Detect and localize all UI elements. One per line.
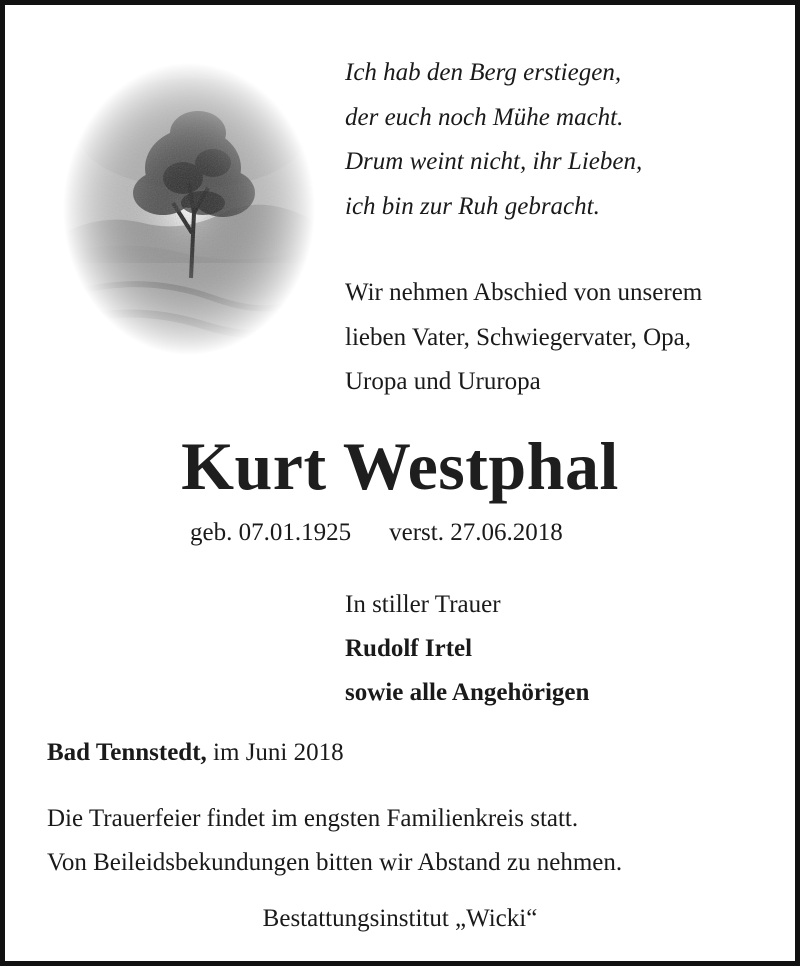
mourning-heading: In stiller Trauer bbox=[345, 591, 501, 618]
death-date: verst. 27.06.2018 bbox=[389, 519, 563, 546]
notice-line: Die Trauerfeier findet im engsten Familienkreis statt. bbox=[47, 805, 579, 832]
poem-line: Ich hab den Berg erstiegen, bbox=[345, 59, 622, 86]
poem bbox=[345, 51, 642, 229]
deceased-name: Kurt Westphal bbox=[181, 428, 619, 504]
birth-date: geb. 07.01.1925 bbox=[190, 519, 352, 546]
poem-line: Drum weint nicht, ihr Lieben, bbox=[345, 148, 643, 175]
poem-line: der euch noch Mühe macht. bbox=[345, 103, 624, 131]
relatives-line: sowie alle Angehörigen bbox=[345, 679, 590, 706]
mourner-name: Rudolf Irtel bbox=[345, 635, 473, 662]
notice-line: Von Beileidsbekundungen bitten wir Abstand zu nehmen. bbox=[47, 849, 623, 876]
place-date bbox=[47, 733, 344, 773]
poem-line: ich bin zur Ruh gebracht. bbox=[345, 192, 600, 220]
intro-line: Wir nehmen Abschied von unserem bbox=[345, 279, 703, 306]
life-dates bbox=[190, 515, 563, 551]
funeral-notice bbox=[47, 797, 622, 885]
mourners bbox=[345, 583, 589, 715]
intro-line: lieben Vater, Schwiegervater, Opa, bbox=[345, 323, 692, 351]
intro-line: Uropa und Ururopa bbox=[345, 368, 541, 395]
date: im Juni 2018 bbox=[206, 739, 344, 766]
funeral-home: Bestattungsinstitut „Wicki“ bbox=[262, 905, 538, 932]
intro-text bbox=[345, 271, 702, 405]
place: Bad Tennstedt, bbox=[47, 739, 207, 766]
tree-illustration bbox=[63, 63, 315, 355]
